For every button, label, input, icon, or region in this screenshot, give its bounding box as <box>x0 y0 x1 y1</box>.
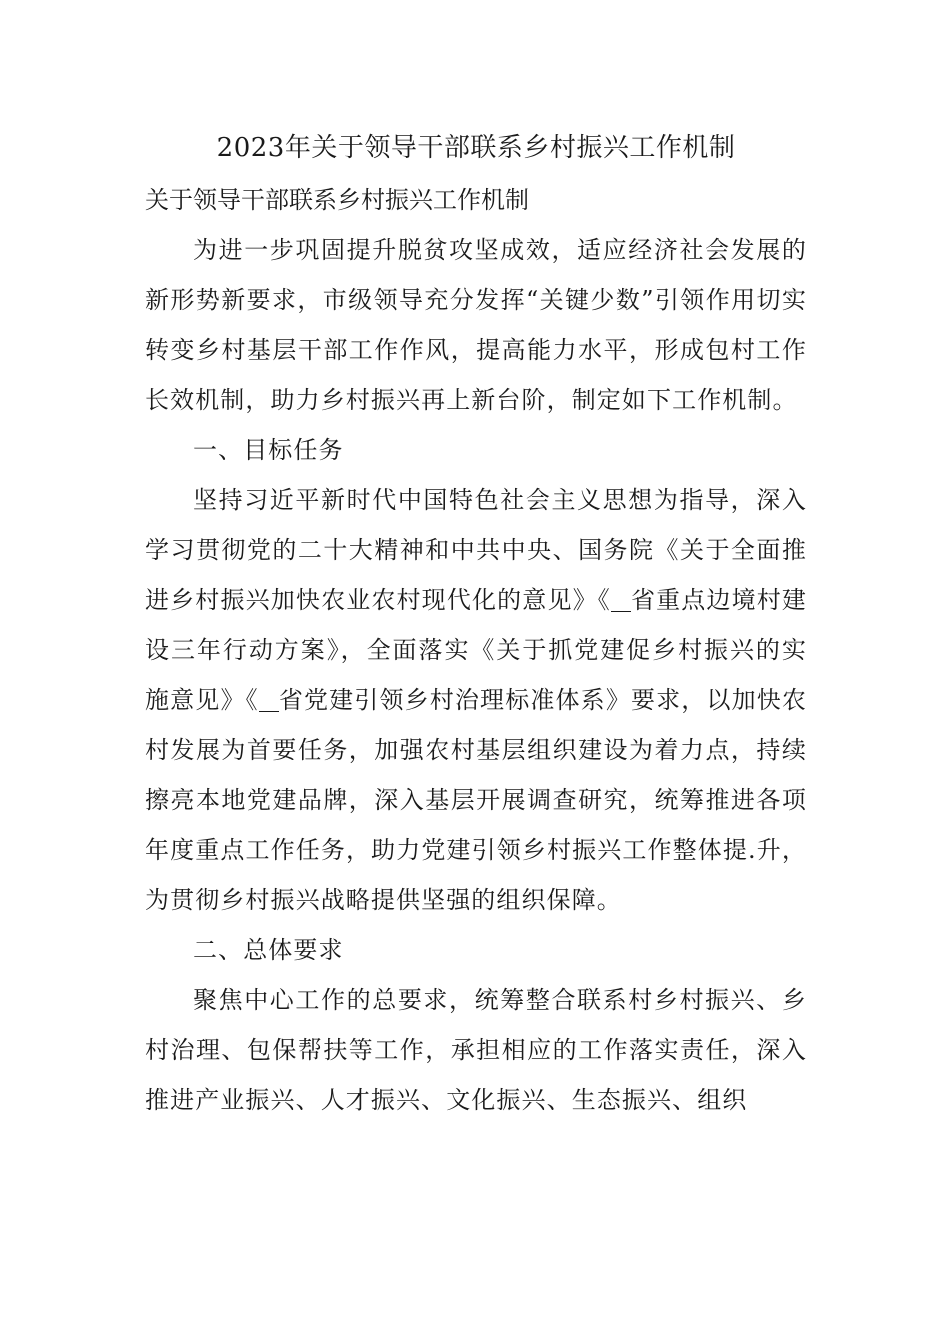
section-1-text-part2: 省重点边境村建设三年行动方案》，全面落实《关于抓党建促乡村振兴的实施意见》《 <box>145 586 807 714</box>
section-1-heading: 一、目标任务 <box>193 436 344 464</box>
section-1-text-part1: 坚持习近平新时代中国特色社会主义思想为指导，深入学习贯彻党的二十大精神和中共中央、国务院《关于全面推进乡村振兴加快农业农村现代化的意见》《 <box>145 486 807 614</box>
section-1-paragraph <box>145 475 807 925</box>
document-title: 2023年关于领导干部联系乡村振兴工作机制 <box>216 133 736 163</box>
document-subtitle: 关于领导干部联系乡村振兴工作机制 <box>145 186 529 214</box>
section-2-heading: 二、总体要求 <box>193 936 344 964</box>
section-2-paragraph: 聚焦中心工作的总要求，统筹整合联系村乡村振兴、乡村治理、包保帮扶等工作，承担相应的工作落实责任，深入推进产业振兴、人才振兴、文化振兴、生态振兴、组织 <box>145 986 807 1114</box>
document-body <box>145 225 807 1125</box>
blank-underline <box>259 689 279 712</box>
blank-underline <box>611 589 631 612</box>
section-1-text-part3: 省党建引领乡村治理标准体系》要求，以加快农村发展为首要任务，加强农村基层组织建设为着力点，持续擦亮本地党建品牌，深入基层开展调查研究，统筹推进各项年度重点工作任务，助力党建引领乡村振兴工作整体提.升，为贯彻乡村振兴战略提供坚强的组织保障。 <box>145 686 808 914</box>
intro-paragraph: 为进一步巩固提升脱贫攻坚成效，适应经济社会发展的新形势新要求，市级领导充分发挥“关键少数”引领作用切实转变乡村基层干部工作作风，提高能力水平，形成包村工作长效机制，助力乡村振兴再上新台阶，制定如下工作机制。 <box>145 236 807 414</box>
